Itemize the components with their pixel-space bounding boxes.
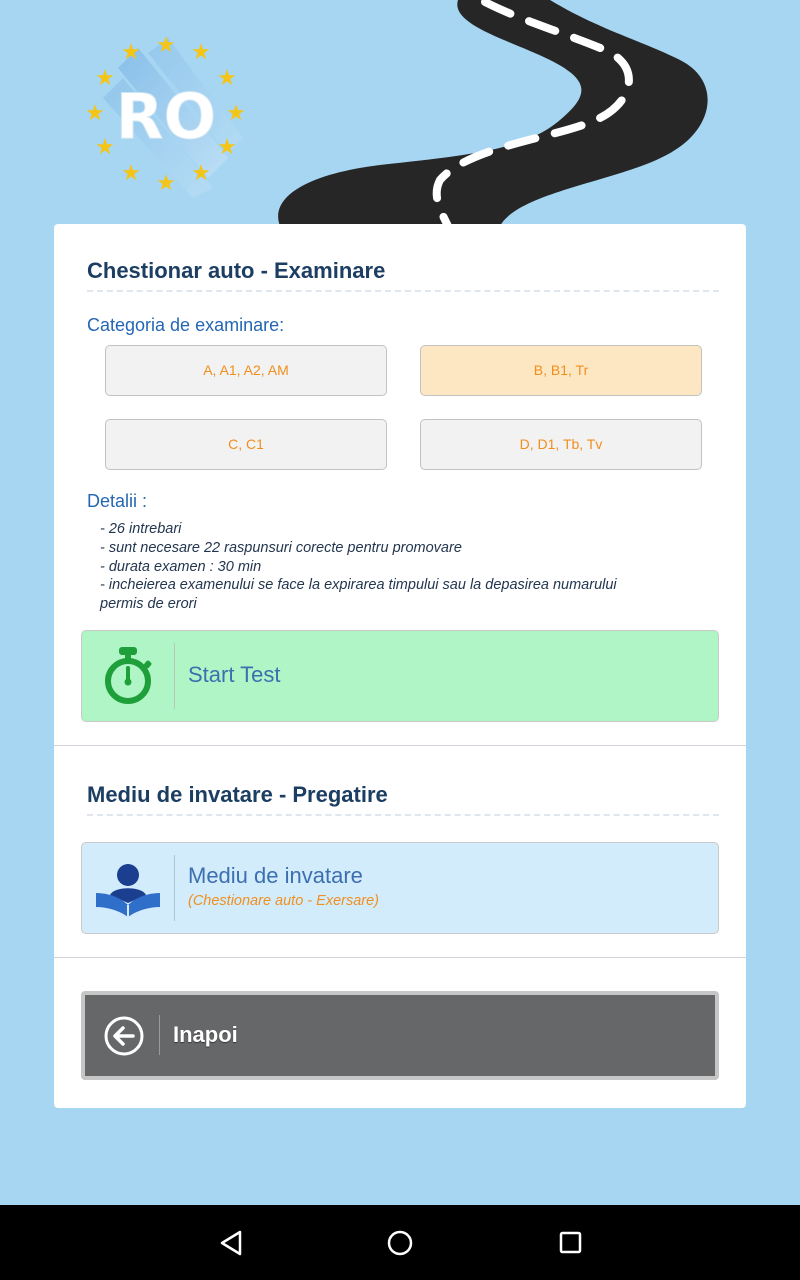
category-button-c[interactable]: C, C1 bbox=[105, 419, 387, 470]
system-nav-bar bbox=[0, 1205, 800, 1280]
svg-text:★: ★ bbox=[156, 33, 176, 58]
learning-sublabel: (Chestionare auto - Exersare) bbox=[188, 893, 379, 909]
learning-label: Mediu de invatare bbox=[188, 863, 363, 888]
svg-text:★: ★ bbox=[191, 40, 211, 65]
nav-back-icon[interactable] bbox=[218, 1229, 244, 1257]
svg-text:★: ★ bbox=[121, 40, 141, 65]
start-test-button[interactable] bbox=[81, 630, 719, 722]
back-separator bbox=[159, 1015, 160, 1055]
category-button-a[interactable]: A, A1, A2, AM bbox=[105, 345, 387, 396]
learning-button[interactable] bbox=[81, 842, 719, 934]
svg-text:★: ★ bbox=[226, 101, 246, 126]
detail-line: - sunt necesare 22 raspunsuri corecte pentru promovare bbox=[100, 539, 462, 556]
start-test-label: Start Test bbox=[188, 662, 281, 687]
svg-text:★: ★ bbox=[95, 135, 115, 160]
nav-home-icon[interactable] bbox=[386, 1229, 414, 1257]
svg-text:★: ★ bbox=[85, 101, 105, 126]
category-button-d[interactable]: D, D1, Tb, Tv bbox=[420, 419, 702, 470]
logo-text: RO bbox=[115, 80, 217, 153]
detail-line: - incheierea examenului se face la expirarea timpului sau la depasirea numarului bbox=[100, 577, 617, 594]
svg-text:★: ★ bbox=[217, 66, 237, 91]
svg-text:★: ★ bbox=[191, 161, 211, 186]
back-button[interactable] bbox=[81, 991, 719, 1080]
main-card bbox=[54, 224, 746, 1108]
category-button-b[interactable]: B, B1, Tr bbox=[420, 345, 702, 396]
eu-ro-logo bbox=[78, 28, 258, 198]
learning-separator bbox=[174, 855, 175, 921]
svg-text:★: ★ bbox=[217, 135, 237, 160]
svg-text:★: ★ bbox=[121, 161, 141, 186]
details-list bbox=[100, 520, 700, 614]
stopwatch-icon bbox=[82, 631, 174, 721]
road-illustration bbox=[270, 0, 740, 226]
arrow-left-circle-icon bbox=[103, 1015, 145, 1057]
category-label: Categoria de examinare: bbox=[87, 315, 285, 335]
back-label: Inapoi bbox=[173, 1022, 238, 1047]
reader-book-icon bbox=[82, 843, 174, 933]
learning-section-title: Mediu de invatare - Pregatire bbox=[87, 782, 719, 816]
divider bbox=[54, 957, 746, 958]
divider bbox=[54, 745, 746, 746]
details-label: Detalii : bbox=[87, 491, 148, 511]
nav-recent-icon[interactable] bbox=[558, 1229, 584, 1257]
detail-line: - 26 intrebari bbox=[100, 521, 182, 537]
svg-text:★: ★ bbox=[95, 66, 115, 91]
detail-line: permis de erori bbox=[100, 596, 197, 613]
svg-text:★: ★ bbox=[156, 171, 176, 196]
exam-section-title: Chestionar auto - Examinare bbox=[87, 258, 719, 292]
start-separator bbox=[174, 643, 175, 709]
detail-line: - durata examen : 30 min bbox=[100, 558, 262, 575]
